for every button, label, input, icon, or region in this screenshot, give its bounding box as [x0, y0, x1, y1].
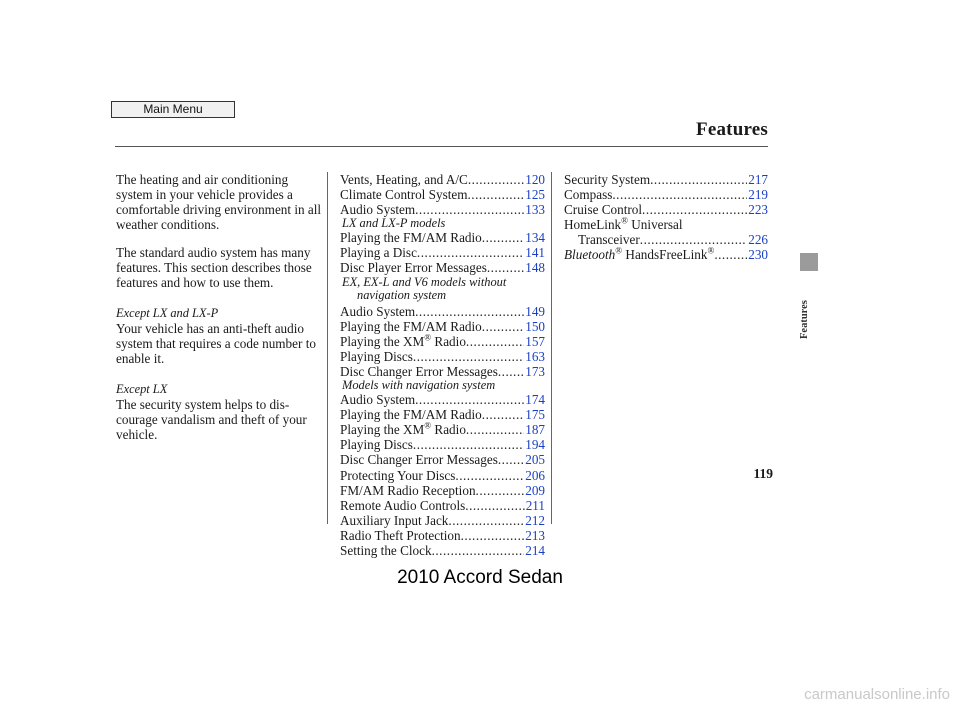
toc-item-label: Playing Discs [340, 348, 413, 364]
toc-item-label: Playing the FM/AM Radio [340, 407, 482, 423]
toc-item[interactable] [340, 172, 545, 187]
toc-item[interactable] [340, 319, 545, 334]
toc-page-link[interactable]: 163 [525, 348, 545, 364]
toc-page-link[interactable]: 219 [748, 187, 768, 203]
watermark: carmanualsonline.info [804, 686, 950, 703]
toc-page-link[interactable]: 223 [748, 202, 768, 218]
toc-item[interactable] [340, 528, 545, 543]
column-divider-right [551, 172, 552, 524]
toc-right [564, 172, 768, 263]
toc-item-label: Playing the FM/AM Radio [340, 230, 482, 246]
toc-leader-dots [466, 334, 524, 349]
toc-leader-dots [413, 437, 524, 452]
toc-page-link[interactable]: 212 [525, 512, 545, 528]
toc-leader-dots [417, 245, 524, 260]
toc-leader-dots [465, 498, 524, 513]
toc-page-link[interactable]: 174 [525, 392, 545, 408]
toc-item-label: Disc Player Error Messages [340, 260, 487, 276]
toc-item[interactable] [340, 187, 545, 202]
toc-page-link[interactable]: 211 [525, 497, 545, 513]
main-menu-button[interactable]: Main Menu [111, 101, 235, 118]
toc-page-link[interactable]: 213 [525, 527, 545, 543]
toc-page-link[interactable]: 125 [525, 187, 545, 203]
toc-leader-dots [482, 230, 524, 245]
toc-leader-dots [415, 392, 524, 407]
toc-leader-dots [487, 260, 524, 275]
toc-item[interactable] [340, 422, 545, 437]
toc-item[interactable] [564, 187, 768, 202]
toc-item-label: Disc Changer Error Messages [340, 363, 498, 379]
toc-item[interactable] [340, 513, 545, 528]
toc-page-link[interactable]: 194 [525, 437, 545, 453]
toc-page-link[interactable]: 230 [748, 247, 768, 263]
toc-item-label: Disc Changer Error Messages [340, 452, 498, 468]
toc-leader-dots [448, 513, 524, 528]
toc-item[interactable] [564, 172, 768, 187]
toc-item-label: Cruise Control [564, 202, 643, 218]
intro-column [116, 172, 326, 442]
toc-item-label: Playing Discs [340, 437, 413, 453]
toc-page-link[interactable]: 214 [525, 542, 545, 558]
toc-leader-dots [498, 452, 524, 467]
page-number: 119 [753, 466, 773, 481]
intro-antitheft-label: Except LX and LX-P [116, 306, 219, 320]
column-divider-left [327, 172, 328, 524]
toc-page-link[interactable]: 209 [525, 482, 545, 498]
toc-item[interactable]: Transceiver ..... 226 [564, 232, 768, 247]
toc-page-link[interactable]: 157 [525, 333, 545, 349]
toc-item[interactable] [340, 498, 545, 513]
toc-page-link[interactable]: 133 [525, 202, 545, 218]
toc-leader-dots [642, 202, 747, 217]
header-divider [115, 146, 768, 147]
toc-item-label: Audio System [340, 303, 416, 319]
toc-item-label: Protecting Your Discs [340, 467, 456, 483]
toc-item[interactable]: Bluetooth® HandsFreeLink® ..... 230 [564, 247, 768, 262]
toc-leader-dots [415, 304, 524, 319]
side-tab-label: Features [799, 300, 810, 340]
intro-security-label: Except LX [116, 382, 168, 396]
toc-item[interactable] [340, 334, 545, 349]
toc-item[interactable] [340, 407, 545, 422]
toc-item-label: Auxiliary Input Jack [340, 512, 449, 528]
toc-leader-dots [612, 187, 747, 202]
toc-leader-dots [455, 468, 524, 483]
toc-subheading-lx: LX and LX-P models [342, 216, 446, 231]
toc-item[interactable] [340, 468, 545, 483]
toc-item-label: Playing the XM® Radio [340, 332, 466, 349]
toc-subheading-nav: Models with navigation system [342, 378, 496, 393]
toc-item-label: Security System [564, 172, 651, 187]
toc-page-link[interactable]: 226 [748, 232, 768, 248]
toc-page-link[interactable]: 175 [525, 407, 545, 423]
toc-item-label: Remote Audio Controls [340, 497, 466, 513]
toc-page-link[interactable]: 150 [525, 318, 545, 334]
toc-page-link[interactable]: 141 [525, 245, 545, 261]
toc-page-link[interactable]: 148 [525, 260, 545, 276]
toc-page-link[interactable]: 187 [525, 422, 545, 438]
toc-item[interactable] [340, 260, 545, 275]
toc-item[interactable] [340, 364, 545, 379]
toc-item[interactable] [340, 304, 545, 319]
toc-page-link[interactable]: 173 [525, 363, 545, 379]
toc-leader-dots [461, 528, 525, 543]
toc-page-link[interactable]: 217 [748, 172, 768, 187]
toc-subheading-ex: EX, EX-L and V6 models without [342, 274, 507, 289]
toc-leader-dots [498, 364, 524, 379]
toc-item-label: Playing the XM® Radio [340, 420, 466, 438]
toc-item-label: Playing a Disc [340, 245, 417, 261]
toc-item[interactable] [340, 543, 545, 558]
toc-item[interactable] [340, 349, 545, 364]
toc-page-link[interactable]: 205 [525, 452, 545, 468]
toc-item-label: Climate Control System [340, 187, 468, 203]
toc-item-label: Radio Theft Protection [340, 527, 461, 543]
toc-page-link[interactable]: 134 [525, 230, 545, 246]
intro-antitheft: Your vehicle has an anti-theft audio system that requires a code number to enable it. [116, 321, 316, 366]
toc-item-label: Playing the FM/AM Radio [340, 318, 482, 334]
toc-page-link[interactable]: 120 [525, 172, 545, 187]
toc-item[interactable] [340, 392, 545, 407]
toc-subheading-ex-cont: navigation system [357, 287, 447, 302]
intro-security: The security system helps to dis- courage vandalism and theft of your vehicle. [116, 397, 307, 442]
toc-item-label: Audio System [340, 202, 416, 218]
toc-leader-dots [415, 202, 524, 217]
toc-item-label: Setting the Clock [340, 542, 432, 558]
toc-item[interactable] [340, 483, 545, 498]
toc-leader-dots [468, 172, 524, 187]
toc-item-label: Compass [564, 187, 613, 203]
toc-leader-dots [432, 543, 525, 558]
section-tab-marker [800, 253, 818, 271]
toc-homelink: HomeLink® Universal [564, 215, 683, 233]
intro-heating: The heating and air conditioning system in your vehicle provides a comfortable driving environment in all weather conditions. [116, 172, 322, 232]
toc-leader-dots [650, 172, 747, 187]
page-title: Features [696, 119, 768, 140]
toc-leader-dots [476, 483, 525, 498]
toc-page-link[interactable]: 206 [525, 467, 545, 483]
toc-leader-dots [482, 407, 524, 422]
toc-item-label: FM/AM Radio Reception [340, 482, 476, 498]
intro-audio: The standard audio system has many features. This section describes those features and how to use them. [116, 245, 312, 290]
toc-item[interactable] [340, 452, 545, 467]
footer-caption: 2010 Accord Sedan [397, 567, 563, 588]
toc-item[interactable] [340, 230, 545, 245]
toc-leader-dots [467, 187, 524, 202]
toc-leader-dots [466, 422, 524, 437]
toc-item[interactable] [564, 202, 768, 217]
toc-middle [340, 172, 545, 558]
toc-item[interactable] [340, 202, 545, 217]
toc-item[interactable] [340, 245, 545, 260]
toc-item-label: Audio System [340, 392, 416, 408]
toc-leader-dots [482, 319, 524, 334]
toc-item[interactable] [340, 437, 545, 452]
toc-item-label: Vents, Heating, and A/C [340, 172, 468, 187]
toc-page-link[interactable]: 149 [525, 303, 545, 319]
toc-leader-dots [413, 349, 524, 364]
